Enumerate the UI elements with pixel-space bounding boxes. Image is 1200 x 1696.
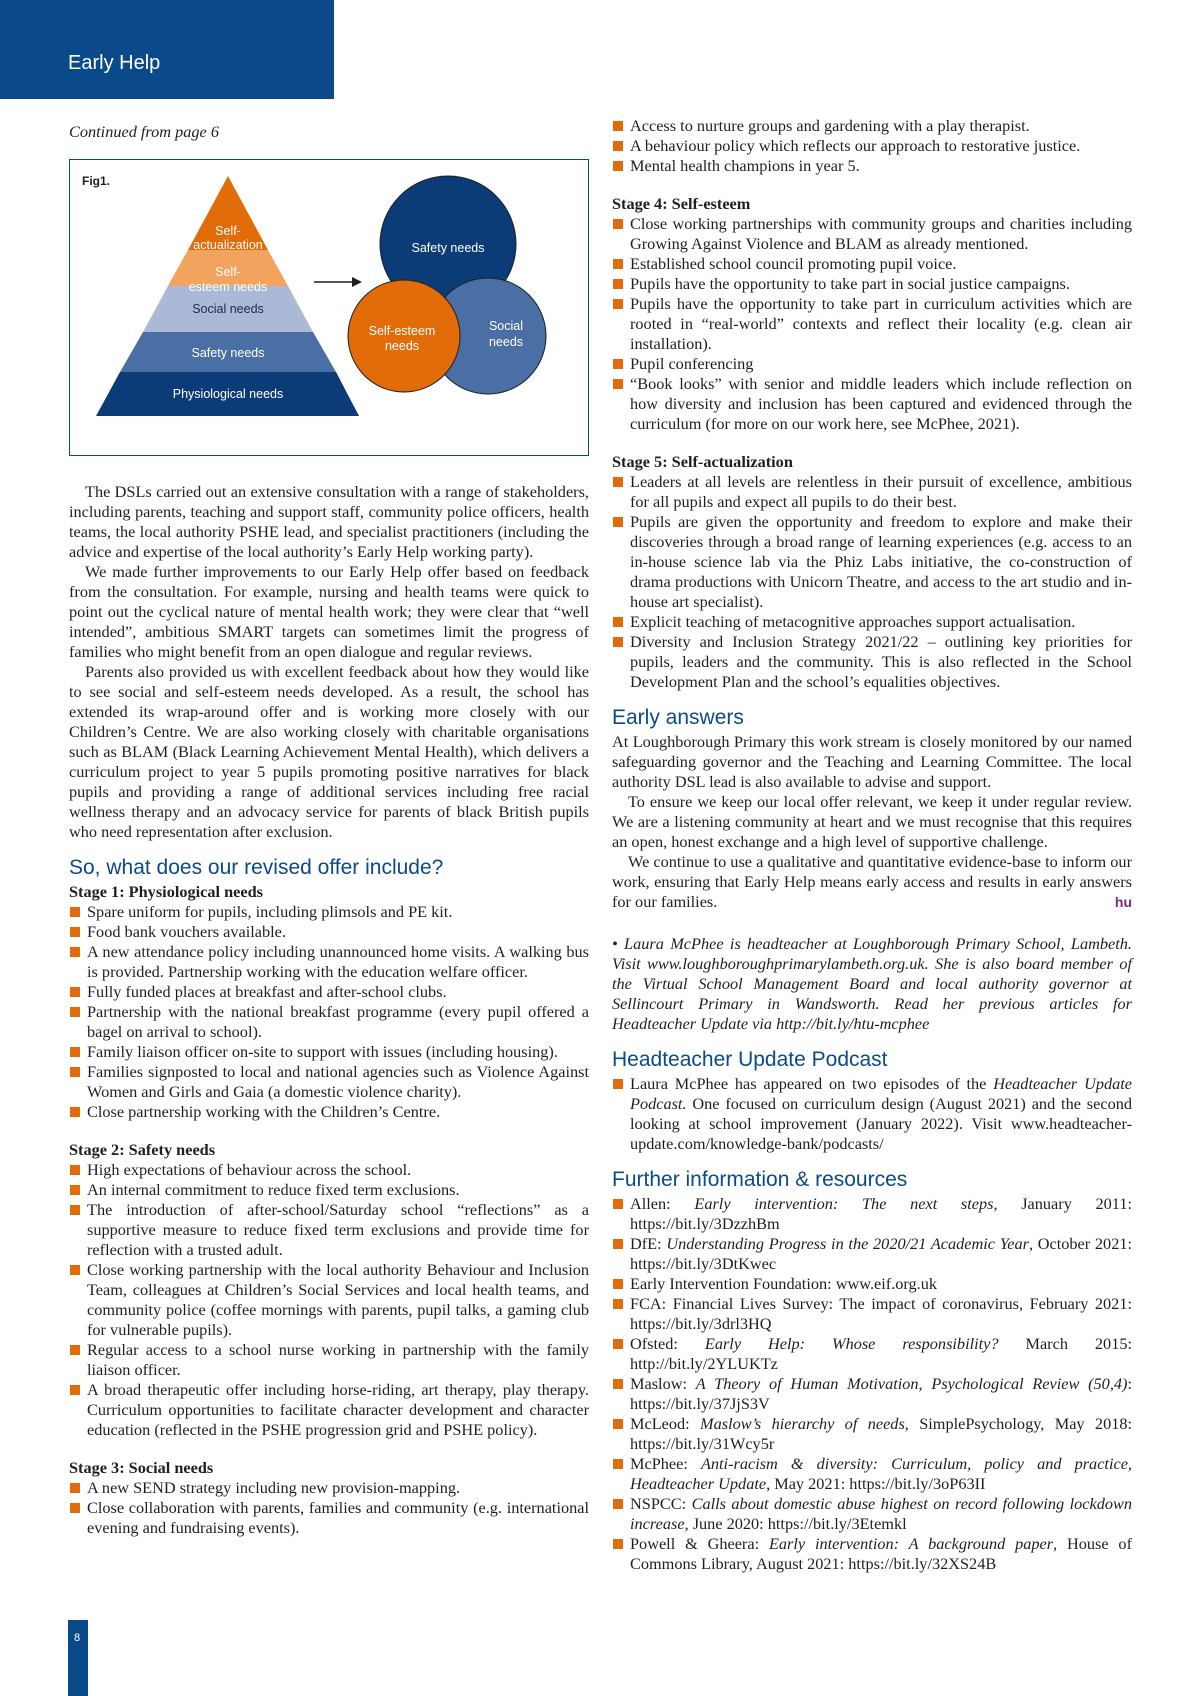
resource-item: McLeod: Maslow’s hierarchy of needs, SimplePsychology, May 2018: https://bit.ly/31Wcy5r	[612, 1414, 1132, 1454]
list-item: Regular access to a school nurse working in partnership with the family liaison officer.	[69, 1340, 589, 1380]
list-item: A behaviour policy which reflects our approach to restorative justice.	[612, 136, 1132, 156]
section-header-tab	[0, 0, 334, 99]
list-item: A new SEND strategy including new provision-mapping.	[69, 1478, 589, 1498]
arrow-head	[352, 277, 362, 287]
podcast-text-end: One focused on curriculum design (August 2021) and the second looking at school improvement (January 2022). Visit www.headteacher-update.com/knowledge-bank/podcasts/	[630, 1094, 1132, 1153]
list-item: Close working partnerships with community groups and charities including Growing Against Violence and BLAM as already mentioned.	[612, 214, 1132, 254]
list-item: Food bank vouchers available.	[69, 922, 589, 942]
list-item: Family liaison officer on-site to support with issues (including housing).	[69, 1042, 589, 1062]
pyr-label-se2: esteem needs	[188, 280, 268, 294]
list-item: Spare uniform for pupils, including plimsols and PE kit.	[69, 902, 589, 922]
figure-label: Fig1.	[82, 174, 111, 188]
circle-label-se2: needs	[384, 339, 420, 353]
list-item: The introduction of after-school/Saturday school “reflections” as a supportive measure to reduce fixed term exclusions and provide time for reflection with a trusted adult.	[69, 1200, 589, 1260]
maslow-diagram	[70, 160, 590, 457]
pyr-label-physiological: Physiological needs	[172, 387, 284, 401]
resources-list	[612, 1194, 1132, 1574]
resource-item: Early Intervention Foundation: www.eif.org.uk	[612, 1274, 1132, 1294]
podcast-list	[612, 1074, 1132, 1154]
list-item: Pupils are given the opportunity and freedom to explore and make their discoveries through a broad range of learning experiences (e.g. access to an in-house science lab via the Phiz Labs initiative, the co-construction of drama productions with Unicorn Theatre, and access to the art studio and in-house art specialist).	[612, 512, 1132, 612]
stage5-title: Stage 5: Self-actualization	[612, 452, 793, 471]
paragraph	[612, 852, 1132, 912]
section-heading-podcast: Headteacher Update Podcast	[612, 1048, 888, 1071]
podcast-text: Laura McPhee has appeared on two episodes of the	[630, 1074, 994, 1093]
section-heading-resources: Further information & resources	[612, 1168, 908, 1191]
author-bio: • Laura McPhee is headteacher at Loughborough Primary School, Lambeth. Visit www.loughboroughprimarylambeth.org.uk. She is also board member of the Virtual School Management Board and local authority governor at Sellincourt Primary in Wandsworth. Read her previous articles for Headteacher Update via http://bit.ly/htu-mcphee	[612, 934, 1132, 1033]
list-item: Established school council promoting pupil voice.	[612, 254, 1132, 274]
list-item: Close partnership working with the Children’s Centre.	[69, 1102, 589, 1122]
list-item: Families signposted to local and national agencies such as Violence Against Women and Girls and Gaia (a domestic violence charity).	[69, 1062, 589, 1102]
paragraph: Parents also provided us with excellent feedback about how they would like to see social and self-esteem needs developed. As a result, the school has extended its wrap-around offer and is working more closely with our Children’s Centre. We are also working closely with charitable organisations such as BLAM (Black Learning Achievement Mental Health), which delivers a curriculum project to year 5 pupils promoting positive narratives for black pupils and providing a range of additional services including free racial wellness therapy and an advocacy service for parents of black British pupils who need representation after exclusion.	[69, 662, 589, 841]
list-item: A new attendance policy including unannounced home visits. A walking bus is provided. Partnership working with the education welfare officer.	[69, 942, 589, 982]
circle-label-social1: Social	[488, 319, 524, 333]
resource-item: Powell & Gheera: Early intervention: A background paper, House of Commons Library, August 2021: https://bit.ly/32XS24B	[612, 1534, 1132, 1574]
resource-item: Ofsted: Early Help: Whose responsibility? March 2015: http://bit.ly/2YLUKTz	[612, 1334, 1132, 1374]
list-item: Partnership with the national breakfast programme (every pupil offered a bagel on arrival to school).	[69, 1002, 589, 1042]
list-item: Close collaboration with parents, families and community (e.g. international evening and fundraising events).	[69, 1498, 589, 1538]
stage3-cont-list	[612, 116, 1132, 176]
resource-item: Allen: Early intervention: The next steps, January 2011: https://bit.ly/3DzzhBm	[612, 1194, 1132, 1234]
circle-label-safety: Safety needs	[411, 241, 485, 255]
page-number-bar	[68, 1620, 88, 1696]
list-item: Diversity and Inclusion Strategy 2021/22 – outlining key priorities for pupils, leaders and the community. This is also reflected in the School Development Plan and the school’s equalities objectives.	[612, 632, 1132, 692]
pyr-label-safety: Safety needs	[191, 346, 265, 360]
stage2-title: Stage 2: Safety needs	[69, 1140, 216, 1159]
list-item: Close working partnership with the local authority Behaviour and Inclusion Team, colleagues at Children’s Social Services and local health teams, and community police (coffee mornings with parents, pupil talks, a gaming club for vulnerable pupils).	[69, 1260, 589, 1340]
list-item	[612, 1074, 1132, 1154]
paragraph-text: We continue to use a qualitative and quantitative evidence-base to inform our work, ensuring that Early Help means early access and results in early answers for our families.	[612, 852, 1132, 911]
resource-item: FCA: Financial Lives Survey: The impact of coronavirus, February 2021: https://bit.ly/3drl3HQ	[612, 1294, 1132, 1334]
section-heading-early-answers: Early answers	[612, 706, 744, 729]
podcast-title: Headteacher Update Podcast.	[630, 1074, 1133, 1113]
continued-note: Continued from page 6	[69, 122, 219, 141]
pyr-label-sa2: actualization	[193, 238, 263, 252]
resource-item: NSPCC: Calls about domestic abuse highest on record following lockdown increase, June 2020: https://bit.ly/3Etemkl	[612, 1494, 1132, 1534]
right-column	[612, 116, 1132, 1574]
resource-item: Maslow: A Theory of Human Motivation, Psychological Review (50,4): https://bit.ly/37JjS3V	[612, 1374, 1132, 1414]
circle-label-social2: needs	[488, 335, 524, 349]
list-item: Pupil conferencing	[612, 354, 1132, 374]
paragraph: To ensure we keep our local offer relevant, we keep it under regular review. We are a listening community at heart and we must recognise that this requires an open, honest exchange and a high level of supportive challenge.	[612, 792, 1132, 851]
list-item: Pupils have the opportunity to take part in social justice campaigns.	[612, 274, 1132, 294]
stage2-list	[69, 1160, 589, 1440]
left-column-body	[69, 482, 589, 1538]
list-item: An internal commitment to reduce fixed term exclusions.	[69, 1180, 589, 1200]
stage4-list	[612, 214, 1132, 434]
section-heading-offer: So, what does our revised offer include?	[69, 856, 444, 879]
pyr-label-social: Social needs	[192, 302, 264, 316]
left-column-top	[69, 120, 589, 142]
list-item: Explicit teaching of metacognitive approaches support actualisation.	[612, 612, 1132, 632]
section-title: Early Help	[68, 52, 161, 74]
end-mark-logo: hu	[1114, 894, 1132, 910]
list-item: Fully funded places at breakfast and after-school clubs.	[69, 982, 589, 1002]
paragraph: The DSLs carried out an extensive consultation with a range of stakeholders, including parents, teaching and support staff, community police officers, health teams, the local authority PSHE lead, and specialist practitioners (including the advice and expertise of the local authority’s Early Help working party).	[69, 482, 589, 561]
stage3-list	[69, 1478, 589, 1538]
stage1-title: Stage 1: Physiological needs	[69, 882, 264, 901]
list-item: Access to nurture groups and gardening with a play therapist.	[612, 116, 1132, 136]
list-item: Leaders at all levels are relentless in their pursuit of excellence, ambitious for all pupils and expect all pupils to do their best.	[612, 472, 1132, 512]
pyr-label-sa1: Self-	[215, 224, 241, 238]
stage1-list	[69, 902, 589, 1122]
stage4-title: Stage 4: Self-esteem	[612, 194, 751, 213]
list-item: High expectations of behaviour across the school.	[69, 1160, 589, 1180]
list-item: A broad therapeutic offer including horse-riding, art therapy, play therapy. Curriculum opportunities to facilitate character development and character education (reflected in the PSHE progression grid and PSHE policy).	[69, 1380, 589, 1440]
resource-item: DfE: Understanding Progress in the 2020/21 Academic Year, October 2021: https://bit.ly/3DtKwec	[612, 1234, 1132, 1274]
figure-maslow	[69, 159, 589, 456]
pyr-label-se1: Self-	[215, 265, 241, 279]
circle-label-se1: Self-esteem	[368, 324, 436, 338]
paragraph: At Loughborough Primary this work stream is closely monitored by our named safeguarding governor and the Teaching and Learning Committee. The local authority DSL lead is also available to advise and support.	[612, 732, 1132, 791]
paragraph: We made further improvements to our Early Help offer based on feedback from the consultation. For example, nursing and health teams were quick to point out the cyclical nature of mental health work; they were clear that “well intended”, ambitious SMART targets can sometimes limit the progress of families who might benefit from an open dialogue and regular reviews.	[69, 562, 589, 661]
resource-item: McPhee: Anti-racism & diversity: Curriculum, policy and practice, Headteacher Update, May 2021: https://bit.ly/3oP63II	[612, 1454, 1132, 1494]
page-number: 8	[74, 1632, 81, 1644]
list-item: Pupils have the opportunity to take part in curriculum activities which are rooted in “real-world” contexts and reflect their locality (e.g. clean air installation).	[612, 294, 1132, 354]
list-item: Mental health champions in year 5.	[612, 156, 1132, 176]
stage5-list	[612, 472, 1132, 692]
stage3-title: Stage 3: Social needs	[69, 1458, 214, 1477]
list-item: “Book looks” with senior and middle leaders which include reflection on how diversity and inclusion has been captured and evidenced through the curriculum (for more on our work here, see McPhee, 2021).	[612, 374, 1132, 434]
